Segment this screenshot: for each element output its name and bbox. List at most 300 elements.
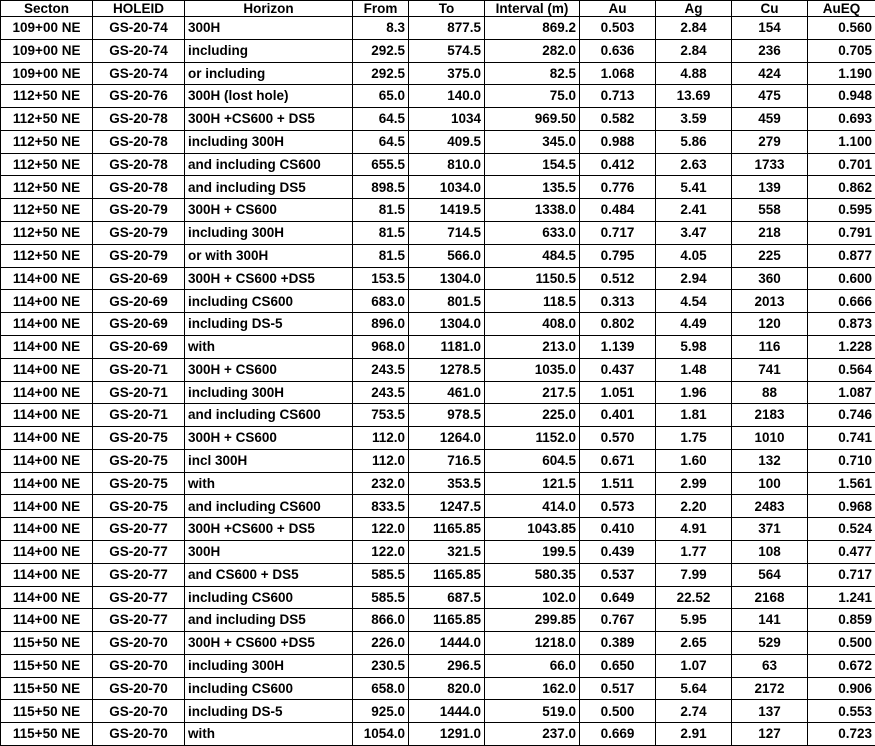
cell-to: 409.5 xyxy=(409,130,485,153)
cell-cu: 459 xyxy=(732,108,808,131)
cell-from: 232.0 xyxy=(353,472,409,495)
cell-section: 114+00 NE xyxy=(1,381,93,404)
cell-section: 115+50 NE xyxy=(1,677,93,700)
cell-interval: 237.0 xyxy=(485,723,580,746)
cell-holeid: GS-20-79 xyxy=(93,199,185,222)
cell-aueq: 0.560 xyxy=(808,17,875,40)
cell-ag: 2.94 xyxy=(656,267,732,290)
cell-holeid: GS-20-79 xyxy=(93,244,185,267)
header-holeid: HOLEID xyxy=(93,1,185,17)
cell-section: 114+00 NE xyxy=(1,335,93,358)
cell-interval: 1150.5 xyxy=(485,267,580,290)
cell-horizon: including 300H xyxy=(185,654,353,677)
cell-ag: 5.98 xyxy=(656,335,732,358)
cell-aueq: 0.859 xyxy=(808,609,875,632)
cell-section: 109+00 NE xyxy=(1,62,93,85)
cell-horizon: including 300H xyxy=(185,130,353,153)
cell-au: 0.669 xyxy=(580,723,656,746)
cell-au: 0.717 xyxy=(580,222,656,245)
cell-holeid: GS-20-78 xyxy=(93,153,185,176)
cell-section: 114+00 NE xyxy=(1,449,93,472)
cell-cu: 225 xyxy=(732,244,808,267)
cell-from: 655.5 xyxy=(353,153,409,176)
header-to: To xyxy=(409,1,485,17)
cell-ag: 2.99 xyxy=(656,472,732,495)
table-row xyxy=(1,17,875,40)
table-body xyxy=(1,17,875,746)
cell-holeid: GS-20-74 xyxy=(93,39,185,62)
cell-section: 114+00 NE xyxy=(1,427,93,450)
cell-aueq: 0.564 xyxy=(808,358,875,381)
cell-from: 81.5 xyxy=(353,244,409,267)
cell-from: 64.5 xyxy=(353,130,409,153)
cell-au: 1.511 xyxy=(580,472,656,495)
cell-cu: 371 xyxy=(732,518,808,541)
cell-ag: 5.41 xyxy=(656,176,732,199)
table-row xyxy=(1,85,875,108)
cell-section: 112+50 NE xyxy=(1,130,93,153)
cell-cu: 139 xyxy=(732,176,808,199)
cell-interval: 484.5 xyxy=(485,244,580,267)
cell-holeid: GS-20-70 xyxy=(93,700,185,723)
cell-holeid: GS-20-78 xyxy=(93,130,185,153)
cell-interval: 580.35 xyxy=(485,563,580,586)
cell-horizon: including 300H xyxy=(185,381,353,404)
cell-holeid: GS-20-75 xyxy=(93,495,185,518)
cell-ag: 22.52 xyxy=(656,586,732,609)
cell-horizon: 300H + CS600 xyxy=(185,427,353,450)
cell-to: 1304.0 xyxy=(409,313,485,336)
table-row xyxy=(1,654,875,677)
cell-section: 115+50 NE xyxy=(1,654,93,677)
cell-section: 115+50 NE xyxy=(1,700,93,723)
cell-aueq: 0.600 xyxy=(808,267,875,290)
cell-section: 114+00 NE xyxy=(1,267,93,290)
cell-holeid: GS-20-77 xyxy=(93,586,185,609)
cell-from: 8.3 xyxy=(353,17,409,40)
cell-holeid: GS-20-77 xyxy=(93,540,185,563)
cell-au: 0.802 xyxy=(580,313,656,336)
table-row xyxy=(1,518,875,541)
cell-from: 898.5 xyxy=(353,176,409,199)
cell-cu: 154 xyxy=(732,17,808,40)
cell-cu: 475 xyxy=(732,85,808,108)
cell-horizon: with xyxy=(185,472,353,495)
cell-au: 0.389 xyxy=(580,632,656,655)
cell-to: 1165.85 xyxy=(409,518,485,541)
cell-interval: 299.85 xyxy=(485,609,580,632)
cell-au: 0.650 xyxy=(580,654,656,677)
cell-au: 0.437 xyxy=(580,358,656,381)
cell-ag: 1.48 xyxy=(656,358,732,381)
cell-horizon: 300H +CS600 + DS5 xyxy=(185,108,353,131)
cell-from: 833.5 xyxy=(353,495,409,518)
cell-horizon: and including CS600 xyxy=(185,495,353,518)
cell-section: 115+50 NE xyxy=(1,632,93,655)
cell-cu: 279 xyxy=(732,130,808,153)
table-row xyxy=(1,563,875,586)
cell-cu: 116 xyxy=(732,335,808,358)
table-row xyxy=(1,609,875,632)
header-cu: Cu xyxy=(732,1,808,17)
cell-ag: 1.96 xyxy=(656,381,732,404)
cell-interval: 118.5 xyxy=(485,290,580,313)
table-row xyxy=(1,381,875,404)
cell-cu: 63 xyxy=(732,654,808,677)
cell-aueq: 0.666 xyxy=(808,290,875,313)
cell-aueq: 1.190 xyxy=(808,62,875,85)
cell-ag: 7.99 xyxy=(656,563,732,586)
cell-aueq: 1.087 xyxy=(808,381,875,404)
cell-cu: 137 xyxy=(732,700,808,723)
cell-ag: 4.91 xyxy=(656,518,732,541)
cell-aueq: 0.791 xyxy=(808,222,875,245)
cell-to: 877.5 xyxy=(409,17,485,40)
cell-ag: 2.65 xyxy=(656,632,732,655)
cell-horizon: 300H xyxy=(185,17,353,40)
cell-aueq: 0.746 xyxy=(808,404,875,427)
cell-holeid: GS-20-77 xyxy=(93,609,185,632)
cell-interval: 604.5 xyxy=(485,449,580,472)
cell-au: 0.512 xyxy=(580,267,656,290)
cell-holeid: GS-20-70 xyxy=(93,654,185,677)
cell-to: 716.5 xyxy=(409,449,485,472)
cell-horizon: and including CS600 xyxy=(185,153,353,176)
cell-holeid: GS-20-69 xyxy=(93,335,185,358)
table-row xyxy=(1,677,875,700)
cell-horizon: and including DS5 xyxy=(185,609,353,632)
table-row xyxy=(1,244,875,267)
cell-au: 0.713 xyxy=(580,85,656,108)
header-section: Secton xyxy=(1,1,93,17)
cell-interval: 121.5 xyxy=(485,472,580,495)
cell-from: 122.0 xyxy=(353,540,409,563)
cell-ag: 1.77 xyxy=(656,540,732,563)
table-row xyxy=(1,176,875,199)
cell-horizon: including 300H xyxy=(185,222,353,245)
cell-to: 801.5 xyxy=(409,290,485,313)
cell-horizon: incl 300H xyxy=(185,449,353,472)
cell-from: 683.0 xyxy=(353,290,409,313)
cell-cu: 2183 xyxy=(732,404,808,427)
cell-interval: 217.5 xyxy=(485,381,580,404)
cell-horizon: with xyxy=(185,335,353,358)
cell-cu: 1733 xyxy=(732,153,808,176)
cell-to: 1291.0 xyxy=(409,723,485,746)
header-from: From xyxy=(353,1,409,17)
cell-to: 1034 xyxy=(409,108,485,131)
table-row xyxy=(1,404,875,427)
cell-ag: 2.20 xyxy=(656,495,732,518)
cell-section: 109+00 NE xyxy=(1,17,93,40)
header-au: Au xyxy=(580,1,656,17)
cell-horizon: with xyxy=(185,723,353,746)
cell-ag: 2.84 xyxy=(656,17,732,40)
cell-ag: 5.95 xyxy=(656,609,732,632)
cell-au: 0.412 xyxy=(580,153,656,176)
cell-to: 687.5 xyxy=(409,586,485,609)
cell-from: 1054.0 xyxy=(353,723,409,746)
cell-horizon: 300H + CS600 xyxy=(185,199,353,222)
cell-interval: 1338.0 xyxy=(485,199,580,222)
cell-aueq: 1.241 xyxy=(808,586,875,609)
cell-horizon: including CS600 xyxy=(185,586,353,609)
cell-ag: 3.59 xyxy=(656,108,732,131)
cell-section: 112+50 NE xyxy=(1,222,93,245)
cell-aueq: 0.701 xyxy=(808,153,875,176)
cell-au: 0.636 xyxy=(580,39,656,62)
cell-to: 714.5 xyxy=(409,222,485,245)
cell-cu: 120 xyxy=(732,313,808,336)
cell-au: 0.649 xyxy=(580,586,656,609)
cell-horizon: including xyxy=(185,39,353,62)
cell-au: 0.401 xyxy=(580,404,656,427)
table-row xyxy=(1,632,875,655)
cell-from: 968.0 xyxy=(353,335,409,358)
cell-ag: 2.74 xyxy=(656,700,732,723)
cell-ag: 1.75 xyxy=(656,427,732,450)
cell-interval: 102.0 xyxy=(485,586,580,609)
cell-from: 866.0 xyxy=(353,609,409,632)
cell-interval: 414.0 xyxy=(485,495,580,518)
cell-horizon: 300H + CS600 +DS5 xyxy=(185,267,353,290)
cell-interval: 869.2 xyxy=(485,17,580,40)
table-row xyxy=(1,290,875,313)
cell-interval: 282.0 xyxy=(485,39,580,62)
cell-holeid: GS-20-69 xyxy=(93,313,185,336)
cell-aueq: 0.693 xyxy=(808,108,875,131)
cell-interval: 199.5 xyxy=(485,540,580,563)
cell-aueq: 0.968 xyxy=(808,495,875,518)
cell-interval: 408.0 xyxy=(485,313,580,336)
header-row xyxy=(1,1,875,17)
cell-to: 140.0 xyxy=(409,85,485,108)
cell-holeid: GS-20-74 xyxy=(93,17,185,40)
cell-holeid: GS-20-77 xyxy=(93,518,185,541)
table-row xyxy=(1,130,875,153)
cell-interval: 66.0 xyxy=(485,654,580,677)
cell-aueq: 0.877 xyxy=(808,244,875,267)
cell-to: 1165.85 xyxy=(409,563,485,586)
cell-interval: 1035.0 xyxy=(485,358,580,381)
cell-horizon: or with 300H xyxy=(185,244,353,267)
cell-horizon: 300H + CS600 +DS5 xyxy=(185,632,353,655)
cell-section: 114+00 NE xyxy=(1,495,93,518)
cell-horizon: including DS-5 xyxy=(185,313,353,336)
table-row xyxy=(1,335,875,358)
cell-au: 0.671 xyxy=(580,449,656,472)
cell-ag: 3.47 xyxy=(656,222,732,245)
cell-aueq: 0.524 xyxy=(808,518,875,541)
table-row xyxy=(1,495,875,518)
cell-section: 114+00 NE xyxy=(1,290,93,313)
header-ag: Ag xyxy=(656,1,732,17)
cell-au: 0.570 xyxy=(580,427,656,450)
cell-section: 109+00 NE xyxy=(1,39,93,62)
cell-horizon: including CS600 xyxy=(185,290,353,313)
cell-aueq: 0.595 xyxy=(808,199,875,222)
cell-section: 112+50 NE xyxy=(1,199,93,222)
cell-au: 1.139 xyxy=(580,335,656,358)
cell-holeid: GS-20-78 xyxy=(93,176,185,199)
cell-au: 0.988 xyxy=(580,130,656,153)
cell-holeid: GS-20-75 xyxy=(93,449,185,472)
cell-from: 122.0 xyxy=(353,518,409,541)
cell-section: 114+00 NE xyxy=(1,518,93,541)
cell-ag: 5.64 xyxy=(656,677,732,700)
cell-holeid: GS-20-69 xyxy=(93,290,185,313)
cell-section: 114+00 NE xyxy=(1,586,93,609)
table-row xyxy=(1,586,875,609)
cell-au: 1.068 xyxy=(580,62,656,85)
cell-to: 810.0 xyxy=(409,153,485,176)
table-row xyxy=(1,700,875,723)
cell-section: 112+50 NE xyxy=(1,176,93,199)
header-aueq: AuEQ xyxy=(808,1,875,17)
cell-section: 114+00 NE xyxy=(1,540,93,563)
cell-au: 0.795 xyxy=(580,244,656,267)
table-row xyxy=(1,723,875,746)
cell-au: 0.537 xyxy=(580,563,656,586)
table-row xyxy=(1,313,875,336)
cell-from: 112.0 xyxy=(353,449,409,472)
cell-ag: 2.41 xyxy=(656,199,732,222)
cell-interval: 82.5 xyxy=(485,62,580,85)
cell-cu: 529 xyxy=(732,632,808,655)
cell-ag: 13.69 xyxy=(656,85,732,108)
cell-au: 0.503 xyxy=(580,17,656,40)
cell-from: 230.5 xyxy=(353,654,409,677)
cell-to: 375.0 xyxy=(409,62,485,85)
cell-ag: 4.88 xyxy=(656,62,732,85)
cell-aueq: 0.873 xyxy=(808,313,875,336)
cell-cu: 2172 xyxy=(732,677,808,700)
cell-au: 0.767 xyxy=(580,609,656,632)
cell-interval: 969.50 xyxy=(485,108,580,131)
cell-cu: 100 xyxy=(732,472,808,495)
cell-cu: 360 xyxy=(732,267,808,290)
cell-cu: 108 xyxy=(732,540,808,563)
table-row xyxy=(1,108,875,131)
cell-from: 292.5 xyxy=(353,39,409,62)
cell-interval: 75.0 xyxy=(485,85,580,108)
cell-ag: 1.81 xyxy=(656,404,732,427)
cell-ag: 1.60 xyxy=(656,449,732,472)
cell-ag: 2.91 xyxy=(656,723,732,746)
cell-ag: 5.86 xyxy=(656,130,732,153)
cell-horizon: including DS-5 xyxy=(185,700,353,723)
cell-aueq: 0.906 xyxy=(808,677,875,700)
cell-holeid: GS-20-70 xyxy=(93,632,185,655)
cell-section: 112+50 NE xyxy=(1,108,93,131)
cell-holeid: GS-20-74 xyxy=(93,62,185,85)
header-horizon: Horizon xyxy=(185,1,353,17)
cell-from: 81.5 xyxy=(353,222,409,245)
cell-holeid: GS-20-78 xyxy=(93,108,185,131)
cell-aueq: 0.710 xyxy=(808,449,875,472)
cell-section: 114+00 NE xyxy=(1,358,93,381)
table-row xyxy=(1,472,875,495)
cell-from: 243.5 xyxy=(353,381,409,404)
table-row xyxy=(1,358,875,381)
table-row xyxy=(1,540,875,563)
cell-horizon: and CS600 + DS5 xyxy=(185,563,353,586)
cell-cu: 88 xyxy=(732,381,808,404)
cell-holeid: GS-20-71 xyxy=(93,404,185,427)
cell-interval: 154.5 xyxy=(485,153,580,176)
cell-interval: 135.5 xyxy=(485,176,580,199)
cell-aueq: 0.862 xyxy=(808,176,875,199)
cell-au: 0.410 xyxy=(580,518,656,541)
cell-to: 574.5 xyxy=(409,39,485,62)
cell-ag: 4.49 xyxy=(656,313,732,336)
cell-cu: 127 xyxy=(732,723,808,746)
cell-horizon: 300H + CS600 xyxy=(185,358,353,381)
cell-cu: 424 xyxy=(732,62,808,85)
cell-interval: 1218.0 xyxy=(485,632,580,655)
cell-aueq: 1.561 xyxy=(808,472,875,495)
table-row xyxy=(1,62,875,85)
cell-aueq: 0.948 xyxy=(808,85,875,108)
cell-holeid: GS-20-76 xyxy=(93,85,185,108)
cell-to: 978.5 xyxy=(409,404,485,427)
cell-section: 114+00 NE xyxy=(1,563,93,586)
cell-aueq: 0.723 xyxy=(808,723,875,746)
cell-horizon: and including DS5 xyxy=(185,176,353,199)
cell-cu: 1010 xyxy=(732,427,808,450)
header-interval: Interval (m) xyxy=(485,1,580,17)
cell-cu: 132 xyxy=(732,449,808,472)
cell-cu: 2013 xyxy=(732,290,808,313)
cell-ag: 1.07 xyxy=(656,654,732,677)
cell-holeid: GS-20-79 xyxy=(93,222,185,245)
table-row xyxy=(1,153,875,176)
cell-holeid: GS-20-75 xyxy=(93,472,185,495)
cell-horizon: including CS600 xyxy=(185,677,353,700)
cell-interval: 162.0 xyxy=(485,677,580,700)
cell-to: 1419.5 xyxy=(409,199,485,222)
table-row xyxy=(1,449,875,472)
cell-to: 1444.0 xyxy=(409,700,485,723)
cell-holeid: GS-20-70 xyxy=(93,677,185,700)
cell-interval: 519.0 xyxy=(485,700,580,723)
cell-from: 585.5 xyxy=(353,563,409,586)
cell-from: 292.5 xyxy=(353,62,409,85)
cell-holeid: GS-20-71 xyxy=(93,358,185,381)
cell-from: 658.0 xyxy=(353,677,409,700)
cell-to: 1034.0 xyxy=(409,176,485,199)
cell-aueq: 0.717 xyxy=(808,563,875,586)
cell-from: 925.0 xyxy=(353,700,409,723)
cell-au: 0.517 xyxy=(580,677,656,700)
cell-to: 1181.0 xyxy=(409,335,485,358)
cell-ag: 2.63 xyxy=(656,153,732,176)
cell-cu: 558 xyxy=(732,199,808,222)
cell-section: 115+50 NE xyxy=(1,723,93,746)
cell-section: 114+00 NE xyxy=(1,313,93,336)
cell-section: 114+00 NE xyxy=(1,472,93,495)
cell-cu: 564 xyxy=(732,563,808,586)
cell-to: 1304.0 xyxy=(409,267,485,290)
cell-holeid: GS-20-77 xyxy=(93,563,185,586)
cell-from: 585.5 xyxy=(353,586,409,609)
cell-cu: 218 xyxy=(732,222,808,245)
cell-ag: 2.84 xyxy=(656,39,732,62)
cell-horizon: and including CS600 xyxy=(185,404,353,427)
cell-aueq: 0.672 xyxy=(808,654,875,677)
cell-holeid: GS-20-69 xyxy=(93,267,185,290)
table-row xyxy=(1,267,875,290)
